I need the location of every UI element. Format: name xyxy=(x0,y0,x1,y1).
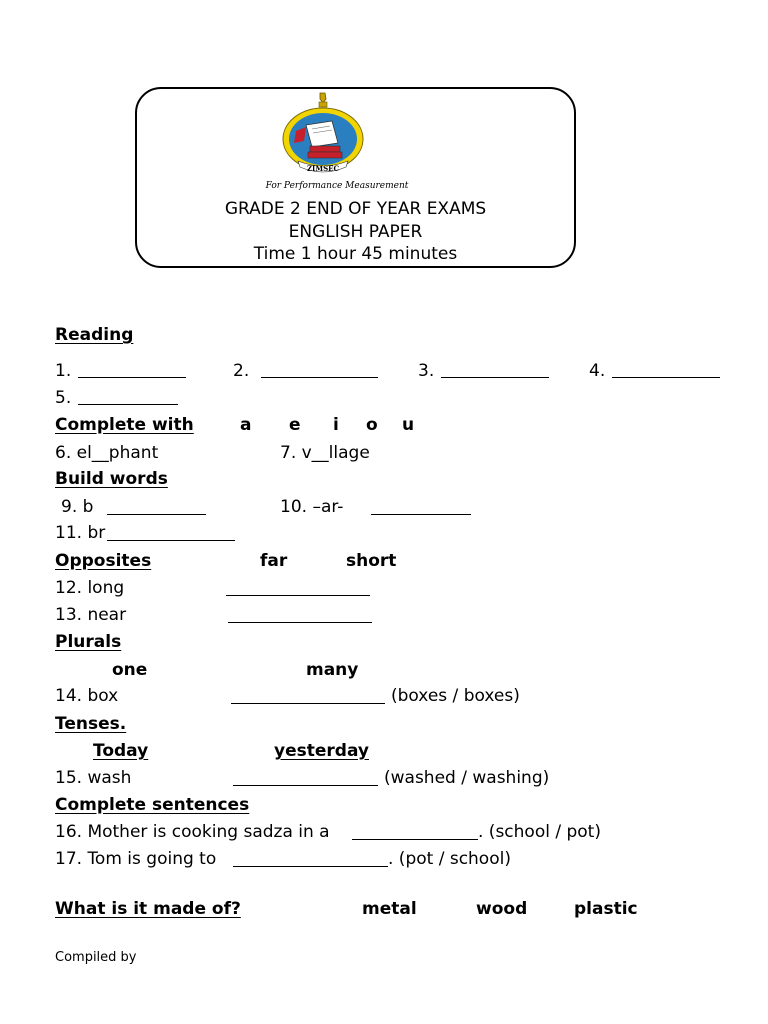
word-option: short xyxy=(346,551,397,571)
column-label-yesterday: yesterday xyxy=(274,741,369,761)
question-number: 4. xyxy=(589,361,606,381)
question-9: 9. b xyxy=(61,497,94,517)
answer-blank[interactable] xyxy=(107,540,235,541)
question-12: 12. long xyxy=(55,578,125,598)
question-10: 10. –ar- xyxy=(280,497,344,517)
word-option: metal xyxy=(362,899,417,919)
zimsec-logo xyxy=(268,91,378,177)
question-15: 15. wash xyxy=(55,768,132,788)
answer-options: . (pot / school) xyxy=(388,849,511,869)
section-heading-tenses: Tenses. xyxy=(55,714,127,734)
answer-blank[interactable] xyxy=(612,377,720,378)
section-heading-reading: Reading xyxy=(55,325,134,345)
section-heading-complete-with: Complete with xyxy=(55,415,194,435)
question-17: 17. Tom is going to xyxy=(55,849,217,869)
word-option: far xyxy=(260,551,288,571)
answer-options: (boxes / boxes) xyxy=(391,686,520,706)
answer-blank[interactable] xyxy=(107,514,206,515)
paper-title: ENGLISH PAPER xyxy=(288,222,423,242)
answer-blank[interactable] xyxy=(226,595,370,596)
section-heading-opposites: Opposites xyxy=(55,551,152,571)
logo-tagline: For Performance Measurement xyxy=(265,181,409,191)
exam-header-box xyxy=(135,87,576,268)
answer-blank[interactable] xyxy=(233,866,388,867)
answer-blank[interactable] xyxy=(228,622,372,623)
word-option: plastic xyxy=(574,899,638,919)
question-number: 5. xyxy=(55,388,72,408)
column-label-one: one xyxy=(112,660,148,680)
word-option: wood xyxy=(476,899,528,919)
question-number: 2. xyxy=(233,361,250,381)
question-number: 3. xyxy=(418,361,435,381)
question-7: 7. v__llage xyxy=(280,443,370,463)
question-11: 11. br xyxy=(55,523,106,543)
compiled-by-label: Compiled by xyxy=(55,950,137,965)
answer-blank[interactable] xyxy=(261,377,378,378)
answer-blank[interactable] xyxy=(371,514,471,515)
vowel-option: a xyxy=(240,415,252,435)
column-label-many: many xyxy=(306,660,359,680)
vowel-option: o xyxy=(366,415,378,435)
question-13: 13. near xyxy=(55,605,127,625)
vowel-option: i xyxy=(333,415,339,435)
question-6: 6. el__phant xyxy=(55,443,159,463)
svg-text:ZIMSEC: ZIMSEC xyxy=(306,164,340,173)
vowel-option: u xyxy=(402,415,415,435)
answer-blank[interactable] xyxy=(441,377,549,378)
vowel-option: e xyxy=(289,415,301,435)
answer-blank[interactable] xyxy=(352,839,478,840)
section-heading-complete-sentences: Complete sentences xyxy=(55,795,250,815)
exam-title: GRADE 2 END OF YEAR EXAMS xyxy=(224,199,487,219)
question-16: 16. Mother is cooking sadza in a xyxy=(55,822,330,842)
answer-options: . (school / pot) xyxy=(478,822,601,842)
answer-blank[interactable] xyxy=(78,404,178,405)
question-number: 1. xyxy=(55,361,72,381)
answer-blank[interactable] xyxy=(233,785,378,786)
question-14: 14. box xyxy=(55,686,119,706)
answer-options: (washed / washing) xyxy=(384,768,550,788)
answer-blank[interactable] xyxy=(231,703,385,704)
section-heading-plurals: Plurals xyxy=(55,632,122,652)
answer-blank[interactable] xyxy=(78,377,186,378)
section-heading-build-words: Build words xyxy=(55,469,168,489)
exam-duration: Time 1 hour 45 minutes xyxy=(253,244,458,264)
section-heading-made-of: What is it made of? xyxy=(55,899,241,919)
column-label-today: Today xyxy=(93,741,149,761)
